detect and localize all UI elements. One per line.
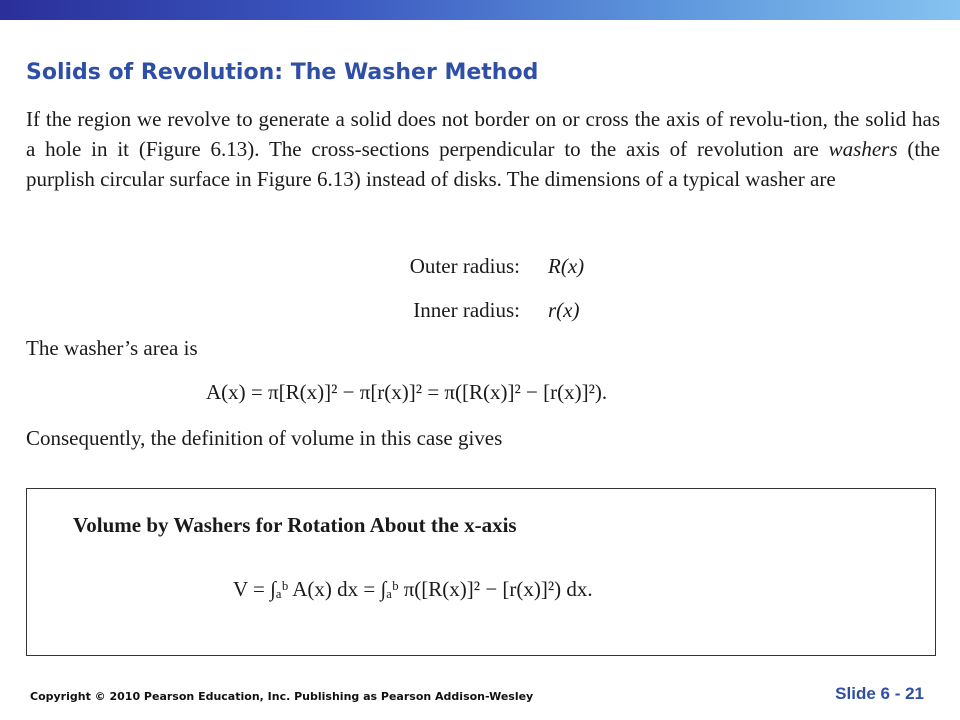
outer-radius-label: Outer radius: <box>409 254 520 278</box>
box-title: Volume by Washers for Rotation About the x-axis <box>73 513 517 537</box>
inner-radius-value: r(x) <box>548 298 580 322</box>
inner-radius-label-wrap <box>330 298 520 326</box>
intro-paragraph-emphasis: washers <box>828 137 898 161</box>
slide-title: Solids of Revolution: The Washer Method <box>26 60 539 85</box>
area-intro: The washer’s area is <box>26 336 198 360</box>
header-gradient-bar <box>0 0 960 20</box>
volume-definition-box <box>26 488 936 656</box>
intro-paragraph-part1: If the region we revolve to generate a solid does not border on or cross the axis of revolu-tion, the solid has a hole in it (Figure 6.13). The cross-sections perpendicular to the axis of revolution are <box>26 107 940 161</box>
outer-radius-label-wrap <box>330 254 520 282</box>
slide-number: Slide 6 - 21 <box>835 684 924 703</box>
consequently-text: Consequently, the definition of volume in this case gives <box>26 426 503 450</box>
inner-radius-label: Inner radius: <box>413 298 520 322</box>
intro-paragraph <box>26 104 940 194</box>
volume-formula: V = ∫ₐᵇ A(x) dx = ∫ₐᵇ π([R(x)]² − [r(x)]²) dx. <box>233 577 593 601</box>
intro-paragraph-part2: (the purplish circular surface in Figure 6.13) instead of disks. The dimensions of a typical washer are <box>26 137 940 191</box>
area-formula: A(x) = π[R(x)]² − π[r(x)]² = π([R(x)]² − [r(x)]²). <box>206 380 608 404</box>
copyright-notice: Copyright © 2010 Pearson Education, Inc. Publishing as Pearson Addison-Wesley <box>30 690 534 703</box>
outer-radius-value: R(x) <box>548 254 585 278</box>
